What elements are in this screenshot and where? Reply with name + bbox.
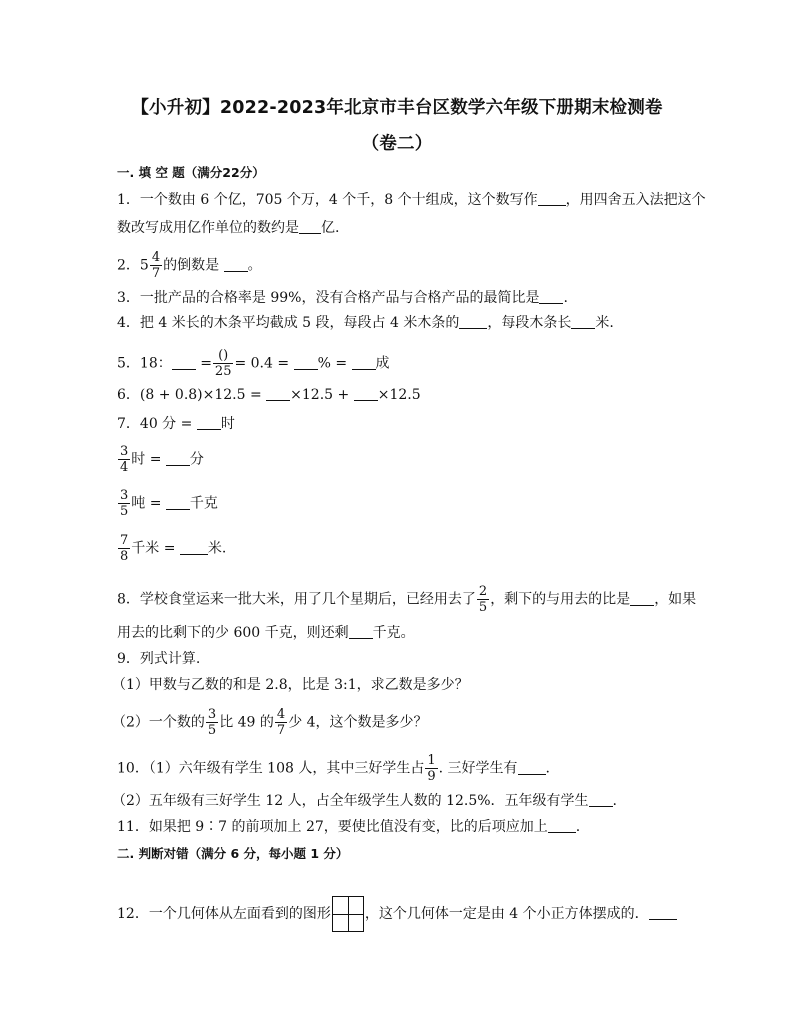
question-text: 成 — [375, 355, 390, 372]
question-10-part-2 — [112, 791, 617, 811]
question-7-part-3 — [117, 488, 218, 519]
question-text: 少 4，这个数是多少？ — [288, 714, 428, 731]
question-7 — [117, 414, 235, 434]
answer-blank[interactable] — [649, 905, 677, 920]
question-text: 12．一个几何体从左面看到的图形 — [117, 906, 331, 922]
question-text: 千克。 — [372, 625, 415, 641]
question-3 — [117, 288, 568, 308]
document-title: 【小升初】2022-2023年北京市丰台区数学六年级下册期末检测卷 — [131, 98, 663, 118]
fraction — [118, 533, 130, 564]
answer-blank[interactable] — [538, 191, 566, 206]
question-text: ，剩下的与用去的比是 — [490, 591, 631, 608]
numerator: 3 — [120, 488, 129, 503]
document-subtitle: （卷二） — [361, 134, 433, 154]
question-text: （2）一个数的 — [112, 714, 205, 731]
denominator: 8 — [120, 549, 129, 564]
answer-blank[interactable] — [354, 386, 378, 401]
numerator: 2 — [478, 584, 488, 599]
numerator: 1 — [427, 753, 436, 768]
numerator: () — [218, 348, 229, 363]
question-text: 千米 = — [131, 540, 176, 557]
question-text: 4．把 4 米长的木条平均截成 5 段，每段占 4 米木条的 — [117, 315, 460, 331]
fraction — [275, 707, 287, 738]
question-text: 。 — [247, 257, 262, 274]
answer-blank[interactable] — [294, 355, 318, 370]
question-10-part-1 — [117, 753, 550, 784]
answer-blank[interactable] — [224, 257, 248, 272]
numerator: 3 — [207, 707, 217, 722]
fraction — [150, 250, 162, 281]
question-text: ×12.5 — [377, 387, 421, 403]
question-text: % = — [317, 355, 348, 372]
fraction — [477, 584, 489, 615]
question-7-part-4 — [117, 533, 226, 564]
question-1-line-2 — [117, 218, 339, 238]
question-text: . 三好学生有 — [438, 760, 518, 777]
answer-blank[interactable] — [518, 760, 546, 775]
answer-blank[interactable] — [571, 314, 595, 329]
denominator: 5 — [207, 723, 217, 738]
numerator: 3 — [120, 444, 129, 459]
numerator: 7 — [120, 533, 129, 548]
denominator: 25 — [214, 364, 232, 379]
question-12 — [117, 896, 677, 932]
denominator: 5 — [120, 504, 129, 519]
question-4 — [117, 313, 614, 333]
question-text: 数改写成用亿作单位的数约是 — [117, 220, 299, 236]
question-text: = — [200, 355, 212, 372]
fraction — [118, 488, 130, 519]
question-text: 用去的比剩下的少 600 千克，则还剩 — [117, 625, 349, 641]
question-text: 1．一个数由 6 个亿，705 个万，4 个千，8 个十组成，这个数写作 — [117, 192, 538, 208]
question-9-part-2 — [112, 707, 428, 738]
question-7-part-2 — [117, 444, 204, 475]
question-9: 9．列式计算. — [117, 651, 201, 667]
question-text: ，这个几何体一定是由 4 个小正方体摆成的． — [364, 906, 649, 922]
answer-blank[interactable] — [197, 415, 221, 430]
question-text: 10．（1）六年级有学生 108 人，其中三好学生占 — [117, 760, 425, 777]
question-6 — [117, 385, 421, 405]
question-text: 11．如果把 9∶7 的前项加上 27，要使比值没有变，比的后项应加上 — [117, 819, 548, 835]
question-text: 时 — [220, 416, 235, 432]
question-text: ，每段木条长 — [487, 315, 572, 331]
answer-blank[interactable] — [548, 818, 576, 833]
question-text: = 0.4 = — [234, 355, 290, 372]
answer-blank[interactable] — [459, 314, 487, 329]
fraction — [206, 707, 218, 738]
question-11 — [117, 817, 580, 837]
question-text: . — [575, 819, 581, 835]
denominator: 4 — [120, 460, 129, 475]
denominator: 7 — [276, 723, 286, 738]
question-text: 米. — [207, 540, 227, 557]
question-text: （2）五年级有三好学生 12 人，占全年级学生人数的 12.5%．五年级有学生 — [112, 793, 589, 809]
fraction — [118, 444, 130, 475]
question-text: 分 — [189, 451, 204, 468]
question-9-part-1: （1）甲数与乙数的和是 2.8，比是 3:1，求乙数是多少？ — [112, 677, 469, 693]
answer-blank[interactable] — [180, 540, 208, 555]
question-text: 3．一批产品的合格率是 99%，没有合格产品与合格产品的最简比是 — [117, 290, 540, 306]
question-text: 亿. — [321, 220, 340, 236]
answer-blank[interactable] — [166, 495, 190, 510]
section-heading-true-false: 二. 判断对错（满分 6 分，每小题 1 分） — [117, 846, 349, 861]
question-text: . — [612, 793, 617, 809]
question-8-line-1 — [117, 584, 696, 615]
question-text: 7．40 分 = — [117, 416, 193, 432]
numerator: 4 — [151, 250, 161, 265]
question-text: 吨 = — [131, 495, 162, 512]
question-text: ，如果 — [654, 591, 697, 608]
question-text: . — [545, 760, 550, 777]
question-text: 的倒数是 — [163, 257, 224, 274]
question-text: ，用四舍五入法把这个 — [565, 192, 706, 208]
answer-blank[interactable] — [589, 792, 613, 807]
question-text: 6．(8 + 0.8)×12.5 = — [117, 387, 262, 403]
denominator: 5 — [478, 600, 488, 615]
question-text: 2．5 — [117, 257, 149, 274]
answer-blank[interactable] — [352, 355, 376, 370]
question-1-line-1 — [117, 190, 706, 210]
answer-blank[interactable] — [266, 386, 290, 401]
question-text: 千克 — [189, 495, 218, 512]
question-text: 8．学校食堂运来一批大米，用了几个星期后，已经用去了 — [117, 591, 476, 608]
question-text: ×12.5 + — [290, 387, 350, 403]
question-text: . — [563, 290, 568, 306]
question-5 — [117, 348, 390, 379]
question-2 — [117, 250, 262, 281]
question-text: 5．18： — [117, 355, 172, 372]
fraction — [425, 753, 437, 784]
answer-blank[interactable] — [166, 451, 190, 466]
answer-blank[interactable] — [539, 289, 563, 304]
answer-blank[interactable] — [630, 591, 654, 606]
question-text: 米. — [595, 315, 614, 331]
denominator: 7 — [151, 266, 161, 281]
question-8-line-2 — [117, 623, 415, 643]
section-heading-fill-in: 一. 填 空 题（满分22分） — [117, 165, 265, 180]
denominator: 9 — [427, 769, 436, 784]
answer-blank[interactable] — [349, 624, 373, 639]
answer-blank[interactable] — [172, 355, 196, 370]
question-text: 比 49 的 — [219, 714, 274, 731]
square-grid-icon — [332, 896, 364, 932]
numerator: 4 — [276, 707, 286, 722]
fraction — [213, 348, 234, 379]
answer-blank[interactable] — [299, 219, 321, 234]
question-text: 时 = — [131, 451, 162, 468]
